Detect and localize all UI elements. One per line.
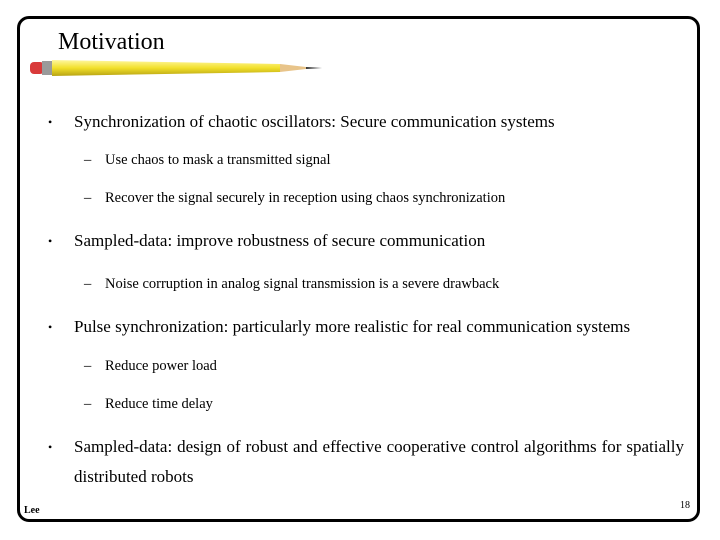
- sub-bullet-text: Reduce power load: [105, 358, 217, 374]
- bullet-marker: •: [48, 234, 53, 248]
- slide-title: Motivation: [58, 29, 165, 55]
- sub-bullet-marker: –: [84, 190, 92, 206]
- bullet-marker: •: [48, 440, 53, 454]
- sub-bullet-marker: –: [84, 358, 92, 374]
- pencil-icon: [30, 57, 322, 79]
- sub-bullet-marker: –: [84, 276, 92, 292]
- bullet-marker: •: [48, 115, 53, 129]
- sub-bullet-marker: –: [84, 152, 92, 168]
- bullet-text: Pulse synchronization: particularly more realistic for real communication systems: [74, 317, 631, 336]
- sub-bullet-text: Reduce time delay: [105, 396, 213, 412]
- bullet-text: Sampled-data: improve robustness of secure communication: [74, 231, 486, 250]
- bullet-marker: •: [48, 320, 53, 334]
- sub-bullet-text: Use chaos to mask a transmitted signal: [105, 152, 331, 168]
- sub-bullet-text: Noise corruption in analog signal transmission is a severe drawback: [105, 276, 500, 292]
- bullet-text: Synchronization of chaotic oscillators: Secure communication systems: [74, 112, 555, 131]
- footer-author: Lee: [24, 505, 40, 516]
- sub-bullet-marker: –: [84, 396, 92, 412]
- sub-bullet-text: Recover the signal securely in reception using chaos synchronization: [105, 190, 506, 206]
- bullet-text: Sampled-data: design of robust and effective cooperative control algorithms for spatially distributed robots: [74, 437, 684, 486]
- page-number: 18: [680, 500, 690, 511]
